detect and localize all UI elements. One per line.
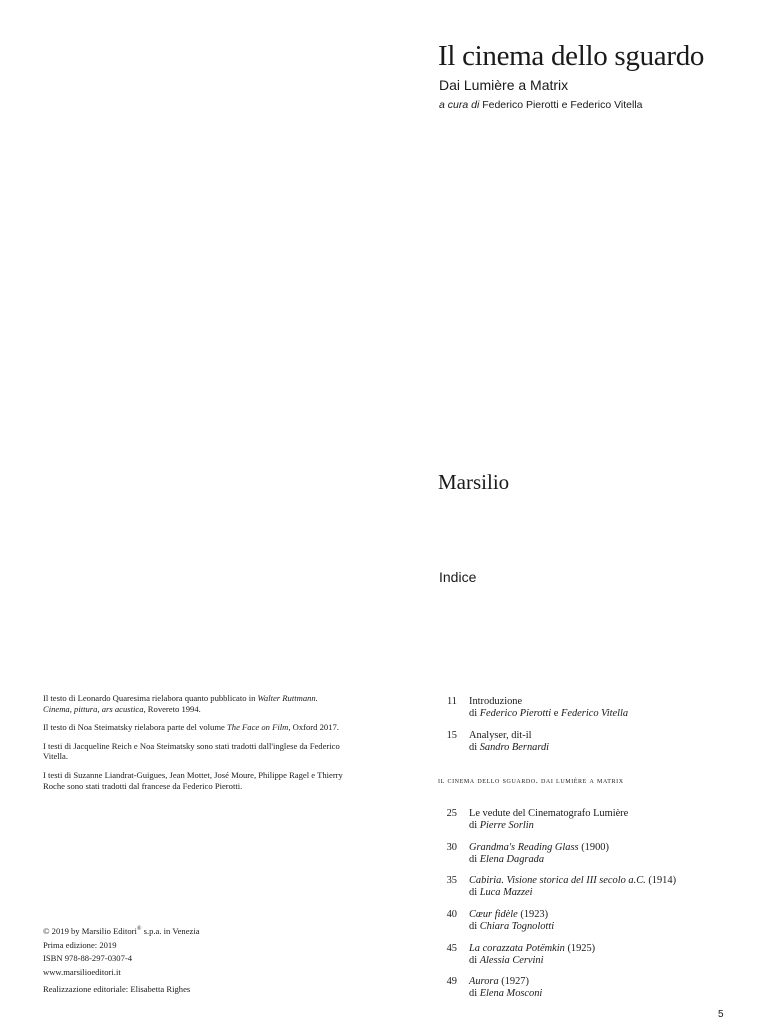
toc-author: di Federico Pierotti e Federico Vitella — [469, 707, 629, 719]
toc-title: Introduzione — [469, 696, 523, 707]
website-line: www.marsilioeditori.it — [43, 967, 121, 978]
editorial-line: Realizzazione editoriale: Elisabetta Righes — [43, 983, 191, 994]
note-french-translation: I testi di Suzanne Liandrat-Guigues, Jean Mottet, José Moure, Philippe Ragel e Thierry Roche sono stati tradotti dal francese da Federico Pierotti. — [43, 769, 343, 791]
colophon — [43, 926, 343, 997]
book-editors — [439, 99, 643, 111]
toc-title: Cabiria. Visione storica del III secolo a.C. (1914) — [469, 875, 677, 886]
toc-page-number: 11 — [446, 696, 457, 707]
book-subtitle: Dai Lumière a Matrix — [439, 77, 569, 93]
isbn-line: ISBN 978-88-297-0307-4 — [43, 953, 133, 964]
toc-title: Aurora (1927) — [469, 976, 529, 987]
toc-page-number: 35 — [446, 875, 457, 886]
editors-names: Federico Pierotti e Federico Vitella — [482, 99, 643, 111]
note-english-translation: I testi di Jacqueline Reich e Noa Steimatsky sono stati tradotti dall'inglese da Federico Vitella. — [43, 740, 340, 762]
toc-title: Cœur fidèle (1923) — [469, 909, 549, 920]
translation-notes — [43, 693, 343, 799]
toc-page-number: 40 — [446, 909, 457, 920]
toc-page-number: 49 — [446, 976, 457, 987]
toc-author: di Elena Dagrada — [469, 853, 545, 865]
toc-author: di Pierre Sorlin — [469, 819, 534, 831]
toc-title: La corazzata Potëmkin (1925) — [469, 943, 596, 954]
toc-author: di Sandro Bernardi — [469, 741, 550, 753]
toc-author: di Alessia Cervini — [469, 954, 544, 966]
publisher-name: Marsilio — [438, 470, 510, 494]
toc-page-number: 25 — [446, 808, 457, 819]
toc-title: Analyser, dit-il — [469, 730, 532, 741]
page-number: 5 — [718, 1009, 724, 1020]
note-quaresima: Il testo di Leonardo Quaresima rielabora quanto pubblicato in Walter Ruttmann. Cinema, pittura, ars acustica, Rovereto 1994. — [43, 693, 318, 714]
index-heading: Indice — [439, 569, 477, 585]
copyright-line: © 2019 by Marsilio Editori® s.p.a. in Venezia — [43, 926, 200, 936]
toc-page-number: 15 — [446, 730, 457, 741]
toc-author: di Chiara Tognolotti — [469, 920, 555, 932]
edition-line: Prima edizione: 2019 — [43, 939, 117, 950]
section-heading: il cinema dello sguardo. dai lumière a matrix — [438, 776, 624, 785]
toc-author: di Luca Mazzei — [469, 886, 533, 898]
toc-title: Le vedute del Cinematografo Lumière — [469, 808, 629, 819]
toc-page-number: 45 — [446, 943, 457, 954]
toc-page-number: 30 — [446, 842, 457, 853]
toc-title: Grandma's Reading Glass (1900) — [469, 842, 609, 853]
toc-author: di Elena Mosconi — [469, 987, 543, 999]
editors-prefix: a cura di — [439, 99, 480, 111]
note-steimatsky: Il testo di Noa Steimatsky rielabora parte del volume The Face on Film, Oxford 2017. — [43, 722, 339, 733]
book-title: Il cinema dello sguardo — [438, 40, 705, 72]
